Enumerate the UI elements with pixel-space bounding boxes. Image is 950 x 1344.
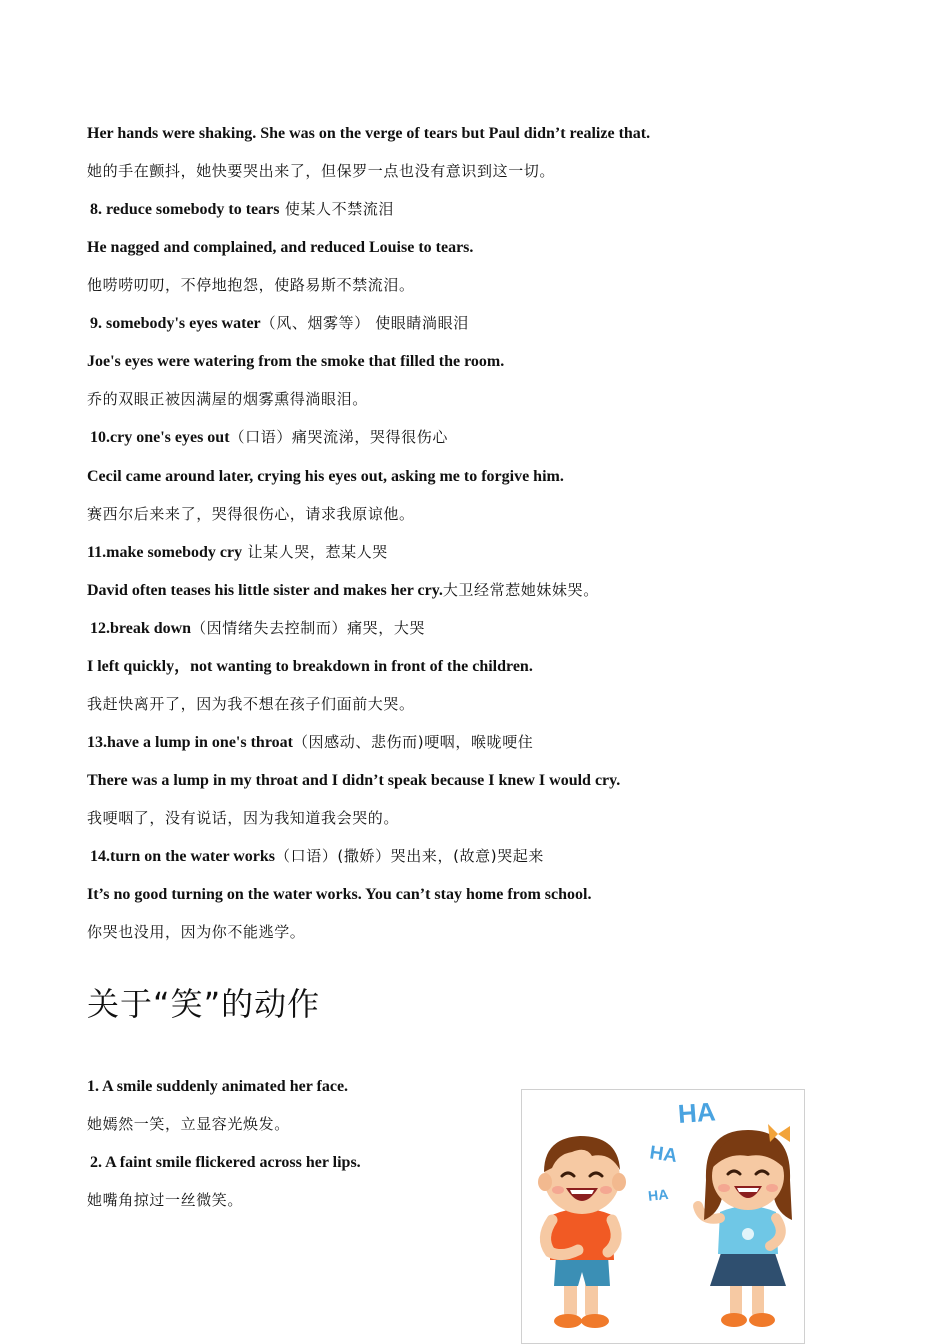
english-text: I left quickly，not wanting to breakdown in front of the children. — [87, 658, 533, 675]
phrase-heading — [90, 313, 469, 334]
chinese-text: 我赶快离开了，因为我不想在孩子们面前大哭。 — [87, 695, 415, 713]
phrase-heading — [90, 199, 394, 220]
example-sentence — [87, 351, 504, 372]
chinese-text: 乔的双眼正被因满屋的烟雾熏得淌眼泪。 — [87, 390, 368, 408]
english-text: Joe's eyes were watering from the smoke that filled the room. — [87, 353, 505, 370]
chinese-text: （因情绪失去控制而）痛哭，大哭 — [191, 619, 426, 637]
boy-figure — [538, 1136, 626, 1328]
chinese-text: 使某人不禁流泪 — [279, 200, 395, 218]
chinese-text: 她的手在颤抖，她快要哭出来了，但保罗一点也没有意识到这一切。 — [87, 162, 556, 180]
phrase-heading — [87, 732, 533, 753]
translation — [87, 1190, 243, 1211]
phrase-heading — [87, 542, 388, 563]
chinese-text: （风、烟雾等） 使眼睛淌眼泪 — [260, 314, 469, 332]
ha-text-medium: HA — [648, 1142, 679, 1168]
english-text: 1. A smile suddenly animated her face. — [87, 1078, 349, 1095]
example-sentence — [87, 656, 533, 677]
chinese-text: （因感动、悲伤而)哽咽，喉咙哽住 — [292, 733, 534, 751]
chinese-text: 她嫣然一笑，立显容光焕发。 — [87, 1115, 290, 1133]
translation — [87, 808, 399, 829]
ha-text-large: HA — [676, 1096, 717, 1129]
chinese-text: 她嘴角掠过一丝微笑。 — [87, 1191, 244, 1209]
chinese-text: 让某人哭，惹某人哭 — [242, 543, 388, 561]
english-text: 14.turn on the water works — [90, 848, 276, 865]
example-sentence — [87, 1076, 348, 1097]
example-sentence — [87, 580, 599, 601]
chinese-text: （口语）(撒娇）哭出来，(故意)哭起来 — [275, 847, 544, 865]
girl-figure — [698, 1124, 792, 1327]
chinese-text: 他唠唠叨叨，不停地抱怨，使路易斯不禁流泪。 — [87, 276, 415, 294]
example-sentence — [87, 466, 564, 487]
chinese-text: （口语）痛哭流涕，哭得很伤心 — [229, 428, 448, 446]
english-text: There was a lump in my throat and I didn’t speak because I knew I would cry. — [87, 772, 621, 789]
translation — [87, 389, 368, 410]
example-sentence — [87, 237, 473, 258]
example-sentence — [87, 123, 650, 144]
translation — [87, 694, 415, 715]
laughing-children-svg — [522, 1090, 804, 1343]
translation — [87, 161, 555, 182]
laughing-children-illustration — [521, 1089, 805, 1344]
english-text: 13.have a lump in one's throat — [87, 734, 293, 751]
example-sentence — [90, 1152, 361, 1173]
ha-text-small: HA — [647, 1185, 670, 1204]
phrase-heading — [90, 846, 544, 867]
english-text: He nagged and complained, and reduced Louise to tears. — [87, 239, 474, 256]
chinese-text: 你哭也没用，因为你不能逃学。 — [87, 923, 306, 941]
english-text: David often teases his little sister and makes her cry. — [87, 582, 443, 599]
chinese-text: 大卫经常惹她妹妹哭。 — [442, 581, 599, 599]
english-text: Cecil came around later, crying his eyes out, asking me to forgive him. — [87, 468, 564, 485]
chinese-text: 赛西尔后来来了，哭得很伤心，请求我原谅他。 — [87, 505, 415, 523]
english-text: 12.break down — [90, 620, 192, 637]
phrase-heading — [90, 618, 425, 639]
english-text: It’s no good turning on the water works. You can’t stay home from school. — [87, 886, 592, 903]
english-text: 11.make somebody cry — [87, 544, 243, 561]
chinese-text: 我哽咽了，没有说话，因为我知道我会哭的。 — [87, 809, 400, 827]
phrase-heading — [90, 427, 448, 448]
example-sentence — [87, 770, 620, 791]
translation — [87, 275, 415, 296]
translation — [87, 504, 415, 525]
english-text: Her hands were shaking. She was on the verge of tears but Paul didn’t realize that. — [87, 125, 651, 142]
example-sentence — [87, 884, 591, 905]
english-text: 2. A faint smile flickered across her lips. — [90, 1154, 361, 1171]
english-text: 9. somebody's eyes water — [90, 315, 261, 332]
english-text: 10.cry one's eyes out — [90, 429, 230, 446]
translation — [87, 922, 305, 943]
section-heading: 关于“笑”的动作 — [87, 985, 321, 1023]
english-text: 8. reduce somebody to tears — [90, 201, 280, 218]
translation — [87, 1114, 290, 1135]
